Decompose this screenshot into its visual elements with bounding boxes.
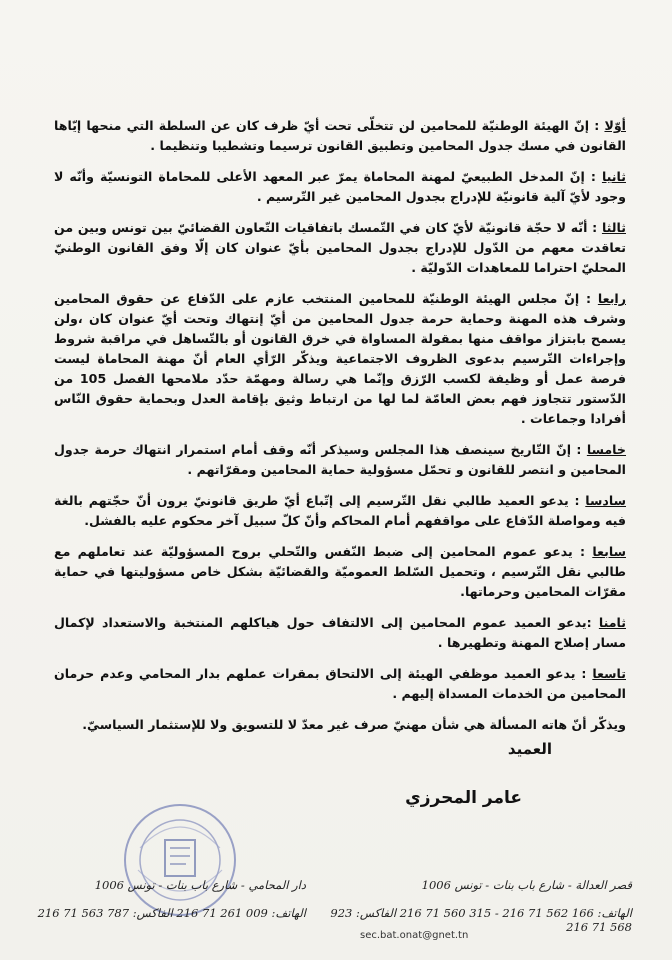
paragraph-lead: رابعا (597, 291, 626, 306)
paragraph-6 (54, 491, 626, 531)
paragraph-5 (54, 440, 626, 480)
paragraph-lead: سابعا (592, 544, 626, 559)
paragraph-lead: ثانيا (601, 169, 626, 184)
paragraph-3 (54, 218, 626, 278)
paragraph-1 (54, 116, 626, 156)
paragraph-9 (54, 664, 626, 704)
statement-body (54, 116, 626, 735)
footer-phones-left: الهاتف: 009 261 71 216 الفاكس: 787 563 71 216 (37, 906, 306, 920)
paragraph-lead: تاسعا (592, 666, 626, 681)
paragraph-text: : أنّه لا حجّة قانونيّة لأيّ كان في التّمسك باتفاقيات التّعاون القضائيّ بين تونس وبين من تعاقدت معهم من الدّول للإدراج بجدول المحامين بأيّ عنوان كان إلّا وفق القانون الوطنيّ المحليّ احتراما للمعاهدات الدّوليّة . (54, 220, 626, 275)
signature-title: العميد (507, 740, 552, 758)
footer-phones-right: الهاتف: 166 562 71 216 - 315 560 71 216 الفاكس: 923 568 71 216 (330, 906, 632, 934)
paragraph-text: : يدعو عموم المحامين إلى ضبط النّفس والتّحلي بروح المسؤوليّة عند تعاملهم مع طالبي نقل التّرسيم ، وتحميل السّلط العموميّة والقضائيّة بشكل خاص مسؤوليتها في حماية مقرّات المحامين وحرماتها. (54, 544, 626, 599)
paragraph-text: : إنّ التّاريخ سينصف هذا المجلس وسيذكر أنّه وقف أمام استمرار انتهاك حرمة جدول المحامين و انتصر للقانون و تحمّل مسؤولية حماية المحامين ومقرّاتهم . (54, 442, 626, 477)
signature-name: عامر المحرزي (405, 788, 522, 808)
paragraph-text: :يدعو العميد عموم المحامين إلى الالتفاف حول هياكلهم المنتخبة والاستعداد لإكمال مسار إصلاح المهنة وتطهيرها . (54, 615, 626, 650)
paragraph-text: : إنّ الهيئة الوطنيّة للمحامين لن تتخلّى تحت أيّ ظرف كان عن السلطة التي منحها إيّاها القانون في مسك جدول المحامين وتطبيق القانون ترسيما وتشطيبا وتنظيما . (54, 118, 626, 153)
official-stamp-icon (120, 800, 240, 920)
paragraph-text: : إنّ مجلس الهيئة الوطنيّة للمحامين المنتخب عازم على الدّفاع عن حقوق المحامين وشرف هذه المهنة وحماية حرمة جدول المحامين من أيّ إنتهاك وتحت أيّ عنوان كان ،ولن يسمح بابتزاز مواقف منها بمقولة المساواة في خرق القانون أو بالتّساهل في مراقبة شروط وإجراءات التّرسيم بدعوى الظروف الاجتماعية ويذكّر الرّأي العام أنّ مهنة المحاماة ليست فرصة عمل أو وظيفة لكسب الرّزق وإنّما هي رسالة ومهمّة حدّد ملامحها الفصل 105 من الدّستور تتجاوز فهم بعض العامّة لما لها من ارتباط وثيق بإقامة العدل وبحماية حقوق النّاس أفرادا وجماعات . (54, 291, 626, 426)
paragraph-text: : يدعو العميد طالبي نقل التّرسيم إلى إتّباع أيّ طريق قانونيّ يرون أنّ حجّتهم بالغة فيه ومواصلة الدّفاع على مواقفهم أمام المحاكم وأنّ كلّ سبيل آخر محكوم عليه بالفشل. (54, 493, 626, 528)
closing-statement: ويذكّر أنّ هاته المسألة هي شأن مهنيّ صرف غير معدّ لا للتسويق ولا للإستثمار السياسيّ. (82, 717, 626, 732)
paragraph-text: : يدعو العميد موظفي الهيئة إلى الالتحاق بمقرات عملهم بدار المحامي وعدم حرمان المحامين من الخدمات المسداة إليهم . (54, 666, 626, 701)
footer-address-left: دار المحامي - شارع باب بنات - تونس 1006 (94, 878, 306, 892)
paragraph-8 (54, 613, 626, 653)
paragraph-lead: ثامنا (598, 615, 626, 630)
paragraph-2 (54, 167, 626, 207)
footer-email-link[interactable]: sec.bat.onat@gnet.tn (360, 930, 469, 941)
paragraph-lead: سادسا (585, 493, 626, 508)
paragraph-text: : إنّ المدخل الطبيعيّ لمهنة المحاماة يمرّ عبر المعهد الأعلى للمحاماة التونسيّة وأنّه لا وجود لأيّ آلية قانونيّة للإدراج بجدول المحامين غير التّرسيم . (54, 169, 626, 204)
paragraph-4 (54, 289, 626, 429)
paragraph-lead: ثالثا (601, 220, 626, 235)
paragraph-7 (54, 542, 626, 602)
paragraph-lead: أوّلا (604, 118, 626, 133)
paragraph-lead: خامسا (586, 442, 626, 457)
footer-address-right: قصر العدالة - شارع باب بنات - تونس 1006 (421, 878, 632, 892)
